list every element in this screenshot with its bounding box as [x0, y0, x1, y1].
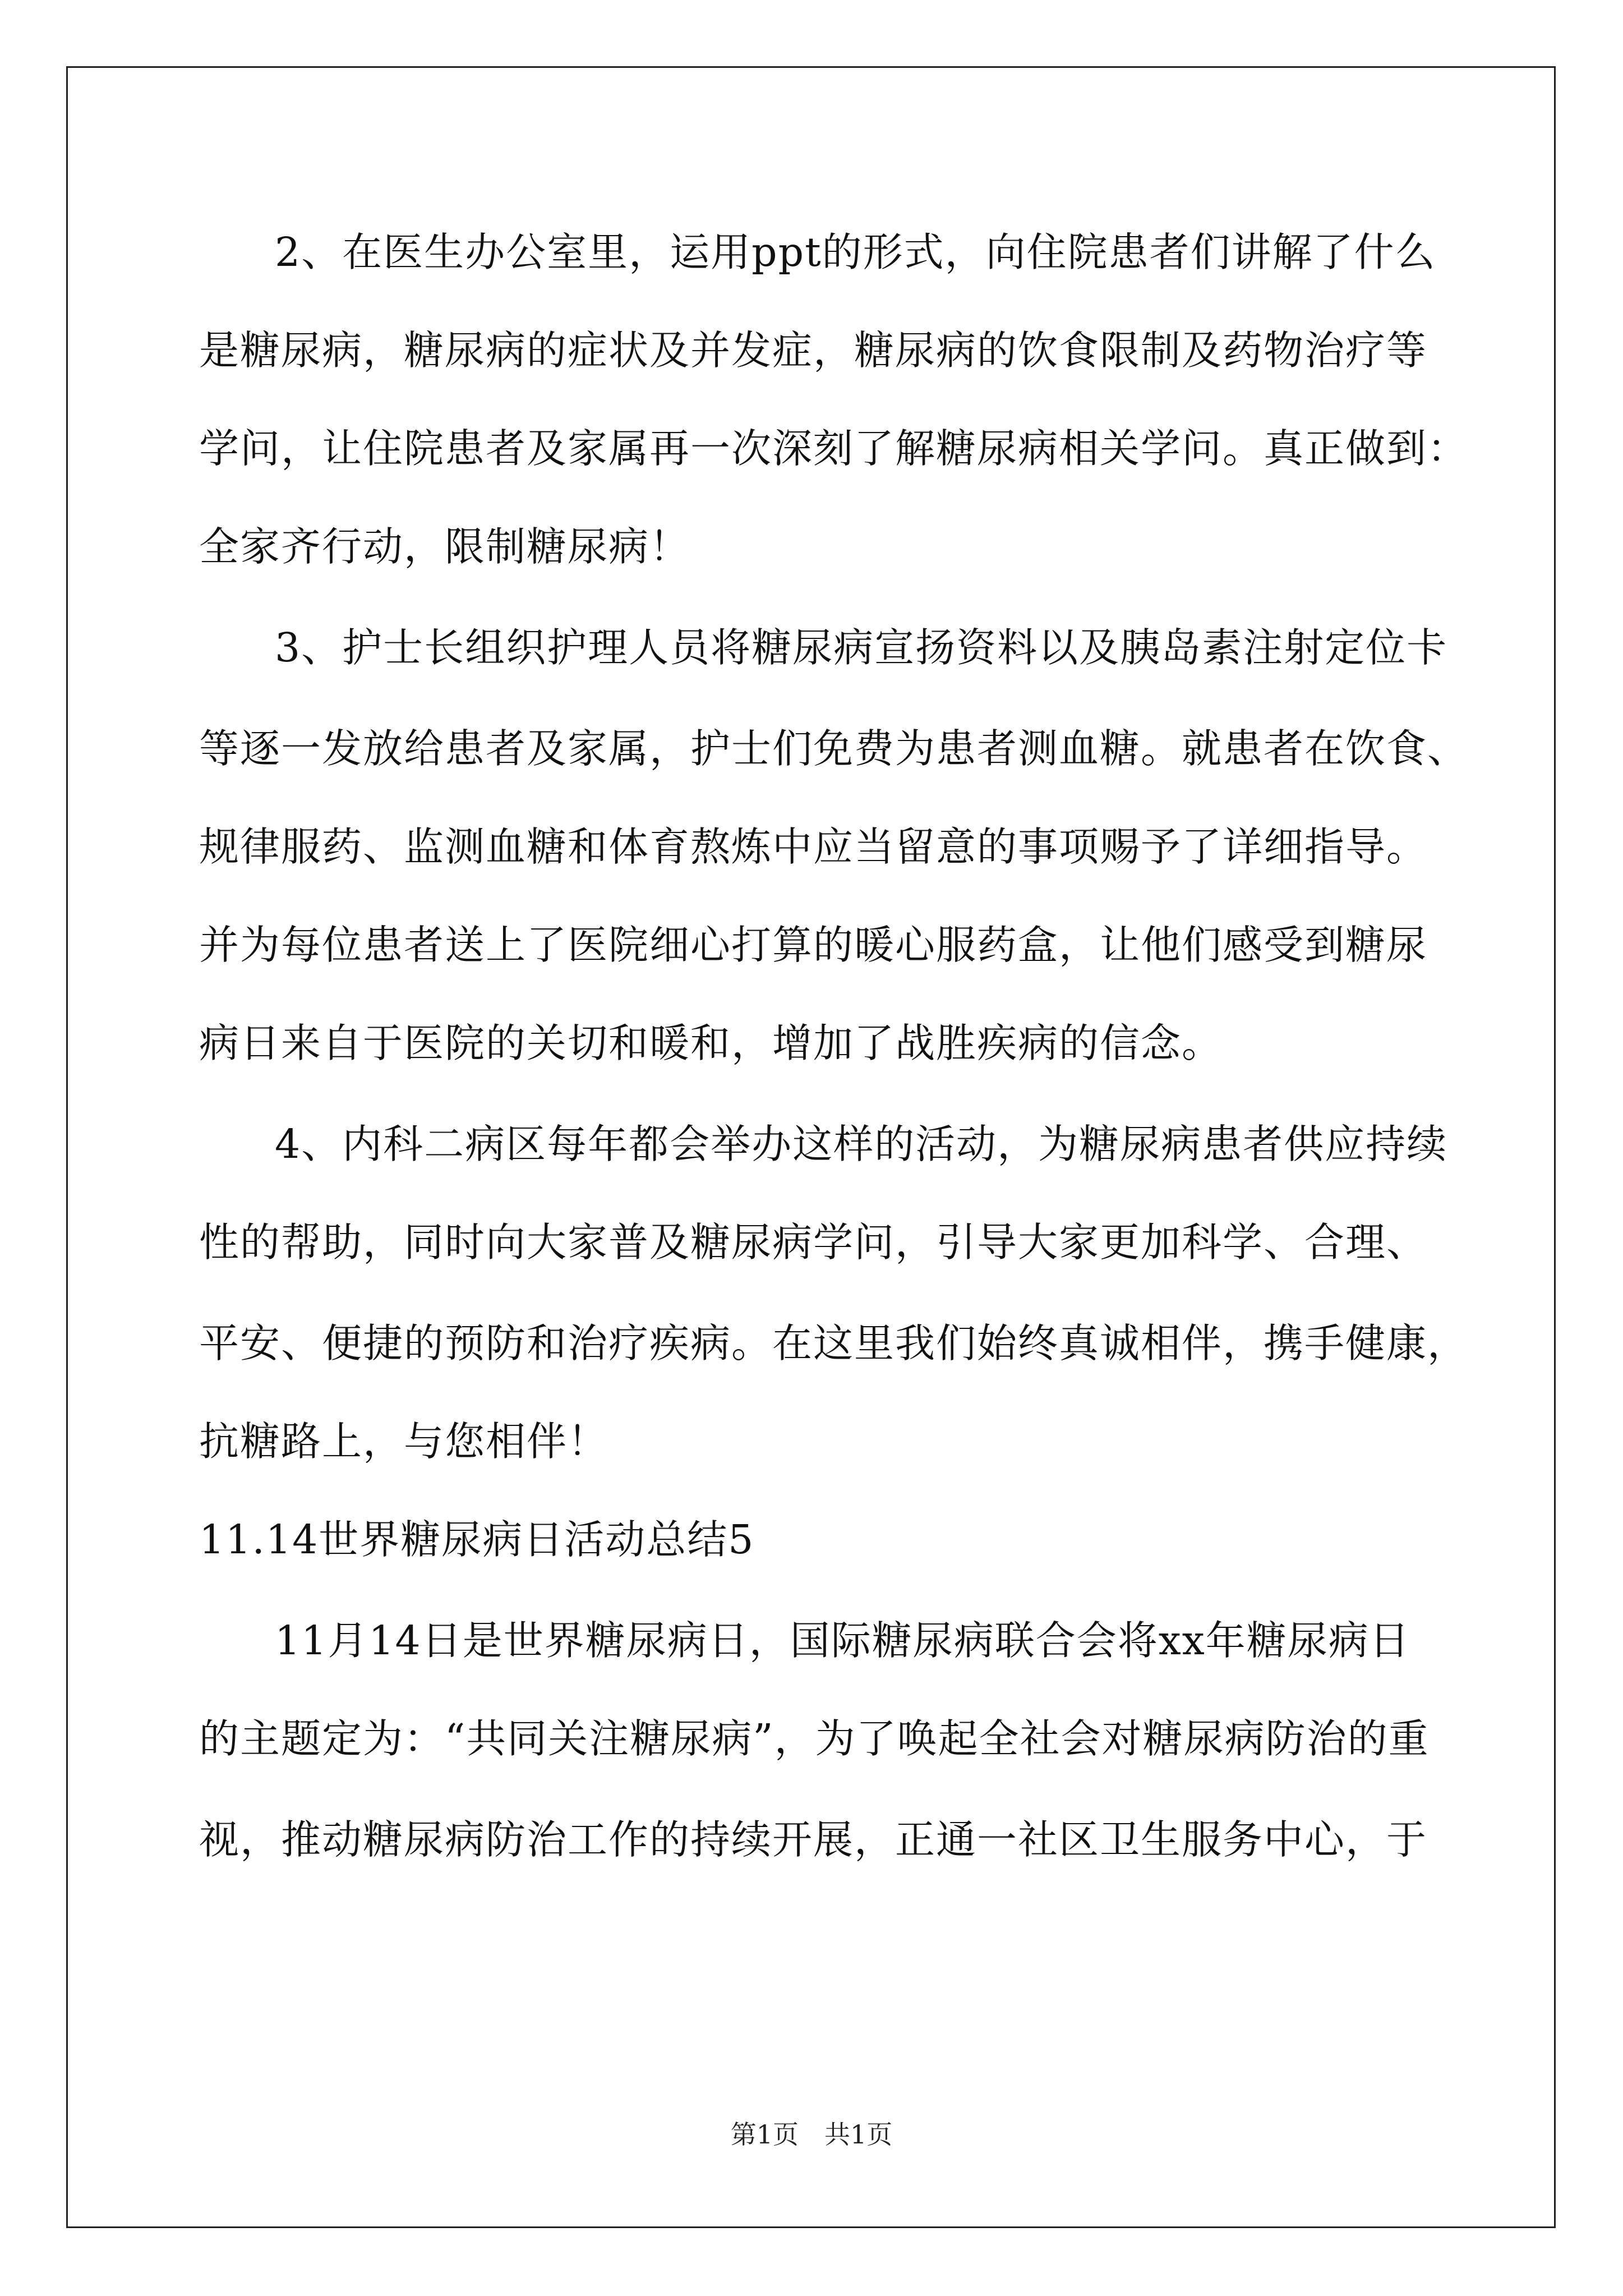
paragraph-4-line-4: 抗糖路上，与您相伴！ [199, 1418, 609, 1465]
paragraph-3-line-1: 3、护士长组织护理人员将糖尿病宣扬资料以及胰岛素注射定位卡 [275, 624, 1448, 671]
paragraph-2-line-4: 全家齐行动，限制糖尿病！ [199, 523, 691, 570]
paragraph-2-line-2: 是糖尿病，糖尿病的症状及并发症，糖尿病的饮食限制及药物治疗等 [199, 327, 1428, 374]
paragraph-4-line-3: 平安、便捷的预防和治疗疾病。在这里我们始终真诚相伴，携手健康， [199, 1320, 1469, 1366]
paragraph-3-line-4: 并为每位患者送上了医院细心打算的暖心服药盒，让他们感受到糖尿 [199, 922, 1428, 968]
paragraph-2-line-3: 学问，让住院患者及家属再一次深刻了解糖尿病相关学问。真正做到： [199, 425, 1469, 472]
paragraph-4-line-1: 4、内科二病区每年都会举办这样的活动，为糖尿病患者供应持续 [275, 1121, 1448, 1167]
paragraph-2-line-1: 2、在医生办公室里，运用ppt的形式，向住院患者们讲解了什么 [275, 229, 1436, 275]
paragraph-5-line-2: 的主题定为：“共同关注糖尿病”，为了唤起全社会对糖尿病防治的重 [199, 1715, 1430, 1762]
paragraph-3-line-3: 规律服药、监测血糖和体育熬炼中应当留意的事项赐予了详细指导。 [199, 823, 1428, 870]
paragraph-5-line-1: 11月14日是世界糖尿病日，国际糖尿病联合会将xx年糖尿病日 [275, 1617, 1410, 1664]
page-footer: 第1页 共1页 [730, 2119, 893, 2150]
section-heading: 11.14世界糖尿病日活动总结5 [199, 1516, 755, 1563]
paragraph-3-line-2: 等逐一发放给患者及家属，护士们免费为患者测血糖。就患者在饮食、 [199, 725, 1469, 772]
paragraph-4-line-2: 性的帮助，同时向大家普及糖尿病学问，引导大家更加科学、合理、 [199, 1219, 1428, 1266]
paragraph-3-line-5: 病日来自于医院的关切和暖和，增加了战胜疾病的信念。 [199, 1020, 1223, 1066]
paragraph-5-line-3: 视，推动糖尿病防治工作的持续开展，正通一社区卫生服务中心，于 [199, 1816, 1428, 1863]
